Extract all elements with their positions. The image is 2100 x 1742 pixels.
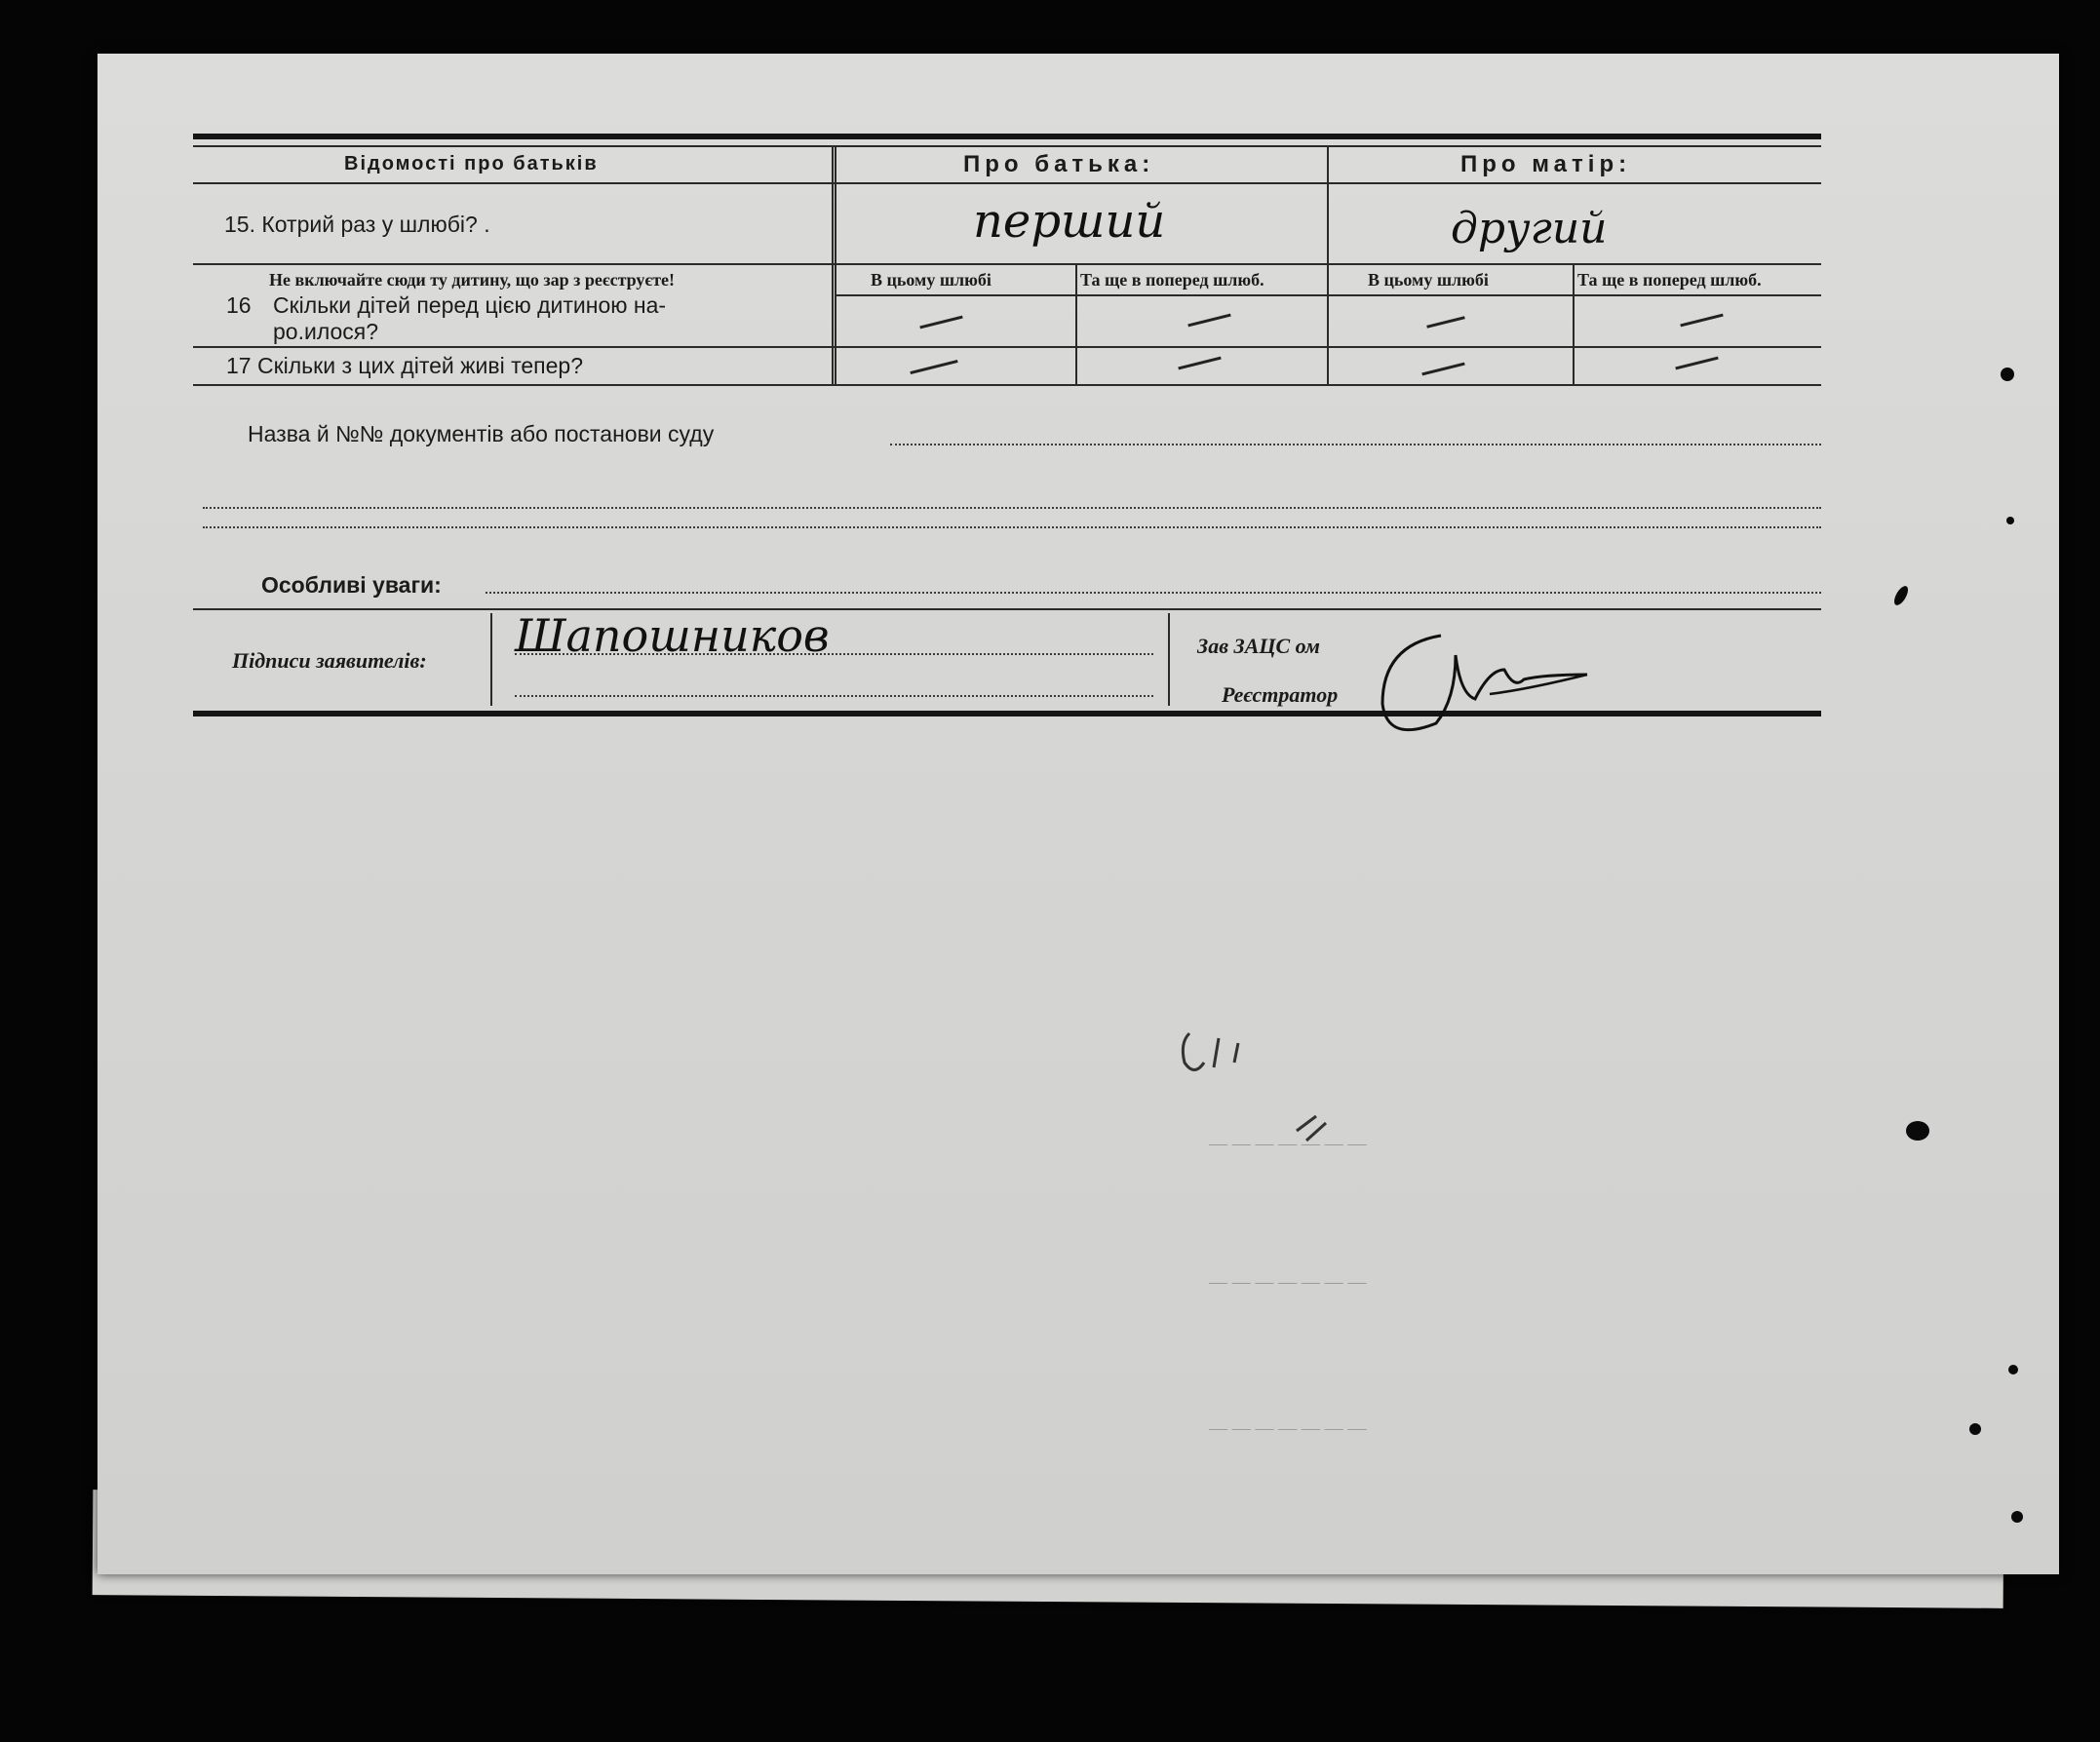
question-16-label-line2: ро.илося?	[273, 319, 379, 344]
question-17-label: 17 Скільки з цих дітей живі тепер?	[226, 353, 583, 378]
dash-mark	[1675, 357, 1718, 370]
dash-mark	[1680, 314, 1723, 328]
mother-in-this-marriage-header: В цьому шлюбі	[1368, 270, 1489, 290]
document-page: — — — — — — — — — — — — — — — — — — — — —	[97, 54, 2059, 1574]
column-header-father: Про батька:	[963, 151, 1155, 177]
father-in-this-marriage-header: В цьому шлюбі	[871, 270, 992, 290]
parents-info-form	[193, 134, 1821, 718]
stray-handwriting-mark	[1150, 1014, 1345, 1160]
punch-hole	[1891, 584, 1911, 607]
mother-marriage-count-handwritten: другий	[1451, 204, 1608, 253]
mother-prev-marriage-header: Та ще в поперед шлюб.	[1577, 270, 1762, 290]
father-prev-marriage-header: Та ще в поперед шлюб.	[1080, 270, 1264, 290]
punch-hole	[1906, 1121, 1929, 1141]
zags-head-label: Зав ЗАЦС ом	[1197, 634, 1320, 658]
dash-mark	[919, 316, 962, 329]
dash-mark	[1187, 314, 1230, 328]
dash-mark	[910, 360, 957, 374]
documents-label: Назва й №№ документів або постанови суду	[248, 421, 715, 446]
father-marriage-count-handwritten: перший	[973, 194, 1166, 249]
dash-mark	[1426, 316, 1465, 329]
question-16-label-line1: Скільки дітей перед цією дитиною на-	[273, 292, 667, 318]
punch-hole	[2006, 517, 2014, 524]
applicant-signature-handwritten: Шапошников	[515, 609, 830, 662]
question-15-label: 15. Котрий раз у шлюбі? .	[224, 212, 490, 237]
punch-hole	[1969, 1423, 1981, 1435]
column-header-info: Відомості про батьків	[344, 153, 599, 174]
punch-hole	[2011, 1511, 2023, 1523]
registrar-label: Реєстратор	[1222, 682, 1339, 707]
registrar-signature-mark	[1373, 626, 1597, 753]
punch-hole	[2008, 1365, 2018, 1374]
question-16-note: Не включайте сюди ту дитину, що зар з реєструєте!	[269, 270, 676, 290]
applicants-signature-label: Підписи заявителів:	[232, 648, 427, 673]
punch-hole	[2001, 368, 2014, 381]
question-16-number: 16	[226, 292, 252, 318]
column-header-mother: Про матір:	[1460, 151, 1632, 177]
dash-mark	[1421, 363, 1464, 376]
dash-mark	[1178, 357, 1221, 370]
remarks-label: Особливі уваги:	[261, 572, 442, 598]
